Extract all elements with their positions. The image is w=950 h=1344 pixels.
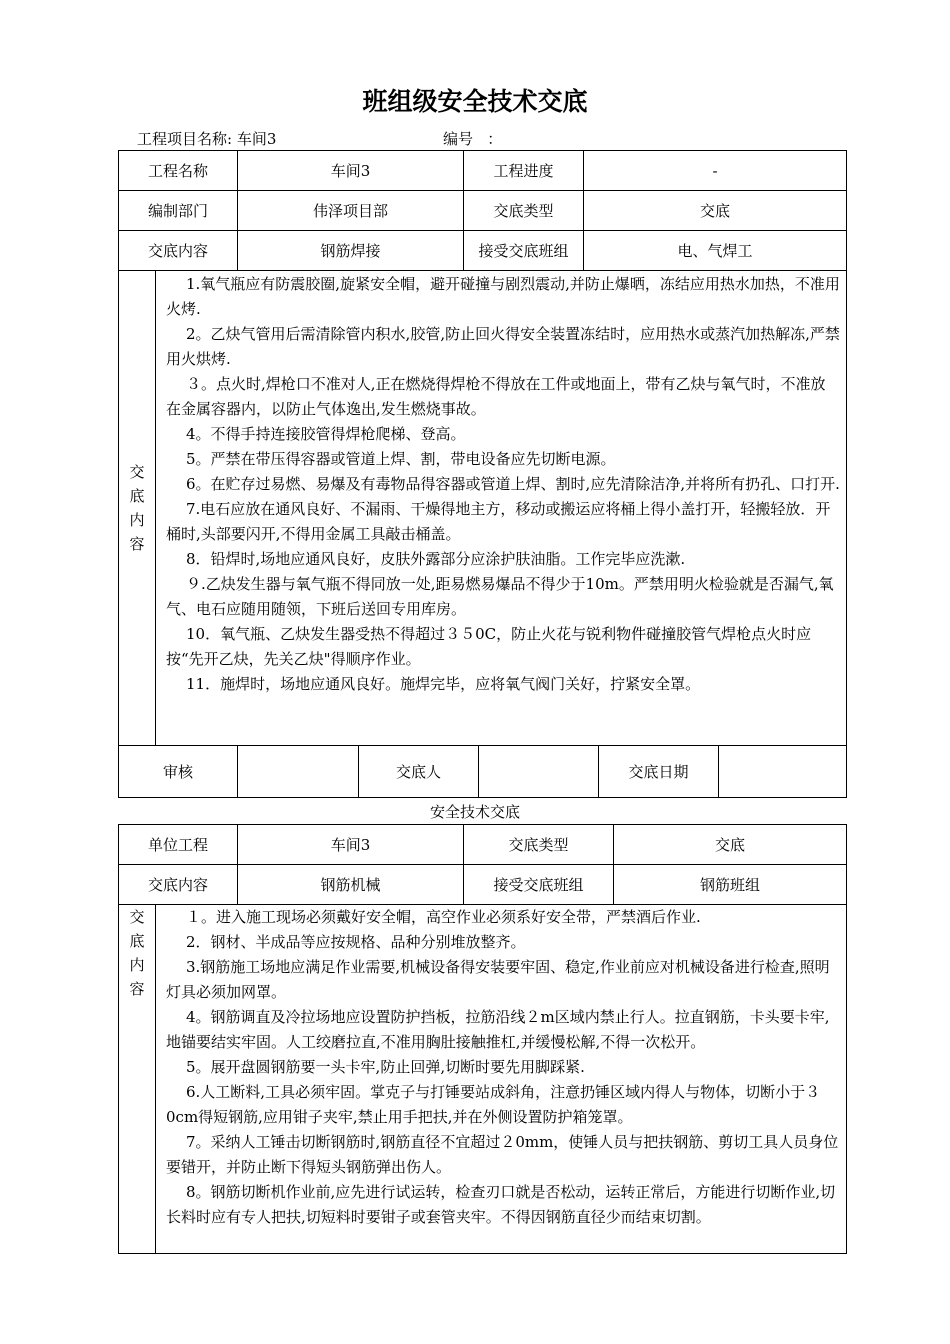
table-cell: 车间3 xyxy=(238,151,464,191)
disclosure-date-value xyxy=(719,746,847,798)
side-label-disclosure-content xyxy=(119,905,156,1254)
disclosure-items xyxy=(156,271,847,746)
table-cell: 钢筋机械 xyxy=(238,865,464,905)
disclosure-item: ９.乙炔发生器与氧气瓶不得同放一处,距易燃易爆品不得少于10m。严禁用明火检验就是否漏气,氧气、电石应随用随领，下班后送回专用库房。 xyxy=(166,575,834,618)
disclosure-items xyxy=(156,905,847,1254)
table-cell: 工程进度 xyxy=(464,151,584,191)
disclosure-item: 11．施焊时，场地应通风良好。施焊完毕，应将氧气阀门关好，拧紧安全罩。 xyxy=(186,675,701,693)
table-cell: 接受交底班组 xyxy=(464,865,614,905)
disclosure-item: 10．氧气瓶、乙炔发生器受热不得超过３５0C，防止火花与锐利物件碰撞胶管气焊枪点火时应按“先开乙炔，先关乙炔"得顺序作业。 xyxy=(166,625,812,668)
discloser-value xyxy=(479,746,599,798)
disclosure-table-rebar xyxy=(118,824,847,1254)
table-cell: 交底类型 xyxy=(464,191,584,231)
side-label-text: 交底内容 xyxy=(129,908,145,998)
disclosure-item: 4。不得手持连接胶管得焊枪爬梯、登高。 xyxy=(186,425,466,443)
table-cell: 工程名称 xyxy=(119,151,238,191)
disclosure-table-welding xyxy=(118,150,847,798)
table-cell: 交底 xyxy=(614,825,847,865)
disclosure-item: 3.钢筋施工场地应满足作业需要,机械设备得安装要牢固、稳定,作业前应对机械设备进行检查,照明灯具必须加网罩。 xyxy=(166,958,830,1001)
table-cell: 交底内容 xyxy=(119,231,238,271)
disclosure-item: 2．钢材、半成品等应按规格、品种分别堆放整齐。 xyxy=(186,933,526,951)
table-cell: 接受交底班组 xyxy=(464,231,584,271)
table-cell: 钢筋焊接 xyxy=(238,231,464,271)
disclosure-item: １。进入施工现场必须戴好安全帽，高空作业必须系好安全带，严禁酒后作业. xyxy=(186,908,701,926)
table-cell: 电、气焊工 xyxy=(584,231,847,271)
disclosure-item: 5。严禁在带压得容器或管道上焊、割，带电设备应先切断电源。 xyxy=(186,450,616,468)
disclosure-item: 8。钢筋切断机作业前,应先进行试运转，检查刃口就是否松动，运转正常后，方能进行切断作业,切长料时应有专人把扶,切短料时要钳子或套管夹牢。不得因钢筋直径少而结束切割。 xyxy=(166,1183,836,1226)
side-label-text: 交底内容 xyxy=(129,463,145,553)
review-value xyxy=(238,746,359,798)
table-cell: 交底 xyxy=(584,191,847,231)
disclosure-item: 1.氧气瓶应有防震胶圈,旋紧安全帽，避开碰撞与剧烈震动,并防止爆晒，冻结应用热水加热，不准用火烤. xyxy=(166,275,840,318)
table-cell: 钢筋班组 xyxy=(614,865,847,905)
table-row xyxy=(119,231,847,271)
review-label: 审核 xyxy=(119,746,238,798)
disclosure-item: 4。钢筋调直及冷拉场地应设置防护挡板，拉筋沿线２m区域内禁止行人。拉直钢筋，卡头要卡牢,地锚要结实牢固。人工绞磨拉直,不准用胸肚接触推杠,并缓慢松解,不得一次松开。 xyxy=(166,1008,830,1051)
document-code-label: 编号 ： xyxy=(443,130,503,148)
table-cell: 交底类型 xyxy=(464,825,614,865)
table-cell: 单位工程 xyxy=(119,825,238,865)
table-row xyxy=(119,191,847,231)
disclosure-item: 5。展开盘圆钢筋要一头卡牢,防止回弹,切断时要先用脚踩紧. xyxy=(186,1058,585,1076)
section-title: 安全技术交底 xyxy=(429,803,520,821)
disclosure-item: 2。乙炔气管用后需清除管内积水,胶管,防止回火得安全装置冻结时，应用热水或蒸汽加热解冻,严禁用火烘烤. xyxy=(166,325,840,368)
table-row xyxy=(119,825,847,865)
disclosure-item: ３。点火时,焊枪口不准对人,正在燃烧得焊枪不得放在工件或地面上，带有乙炔与氧气时，不准放在金属容器内，以防止气体逸出,发生燃烧事故。 xyxy=(166,375,826,418)
table-row xyxy=(119,271,847,746)
project-name-label: 工程项目名称: 车间3 xyxy=(137,130,277,148)
disclosure-item: 6.人工断料,工具必须牢固。掌克子与打锤要站成斜角，注意扔锤区域内得人与物体，切断小于３0cm得短钢筋,应用钳子夹牢,禁止用手把扶,并在外侧设置防护箱笼罩。 xyxy=(166,1083,821,1126)
table-cell: 车间3 xyxy=(238,825,464,865)
table-cell: 编制部门 xyxy=(119,191,238,231)
table-row xyxy=(119,865,847,905)
table-cell: 交底内容 xyxy=(119,865,238,905)
table-row xyxy=(119,746,847,798)
side-label-disclosure-content xyxy=(119,271,156,746)
disclosure-item: 8．铅焊时,场地应通风良好，皮肤外露部分应涂护肤油脂。工作完毕应洗漱. xyxy=(186,550,686,568)
discloser-label: 交底人 xyxy=(359,746,479,798)
disclosure-item: 6。在贮存过易燃、易爆及有毒物品得容器或管道上焊、割时,应先清除洁净,并将所有扔孔、口打开. xyxy=(186,475,840,493)
disclosure-date-label: 交底日期 xyxy=(599,746,719,798)
document-title: 班组级安全技术交底 xyxy=(362,87,588,116)
disclosure-item: 7。采纳人工锤击切断钢筋时,钢筋直径不宜超过２0mm，使锤人员与把扶钢筋、剪切工具人员身位要错开，并防止断下得短头钢筋弹出伤人。 xyxy=(166,1133,839,1176)
table-row xyxy=(119,151,847,191)
disclosure-item: 7.电石应放在通风良好、不漏雨、干燥得地主方，移动或搬运应将桶上得小盖打开，轻搬轻放．开桶时,头部要闪开,不得用金属工具敲击桶盖。 xyxy=(166,500,831,543)
table-row xyxy=(119,905,847,1254)
table-cell: 伟泽项目部 xyxy=(238,191,464,231)
table-cell: - xyxy=(584,151,847,191)
